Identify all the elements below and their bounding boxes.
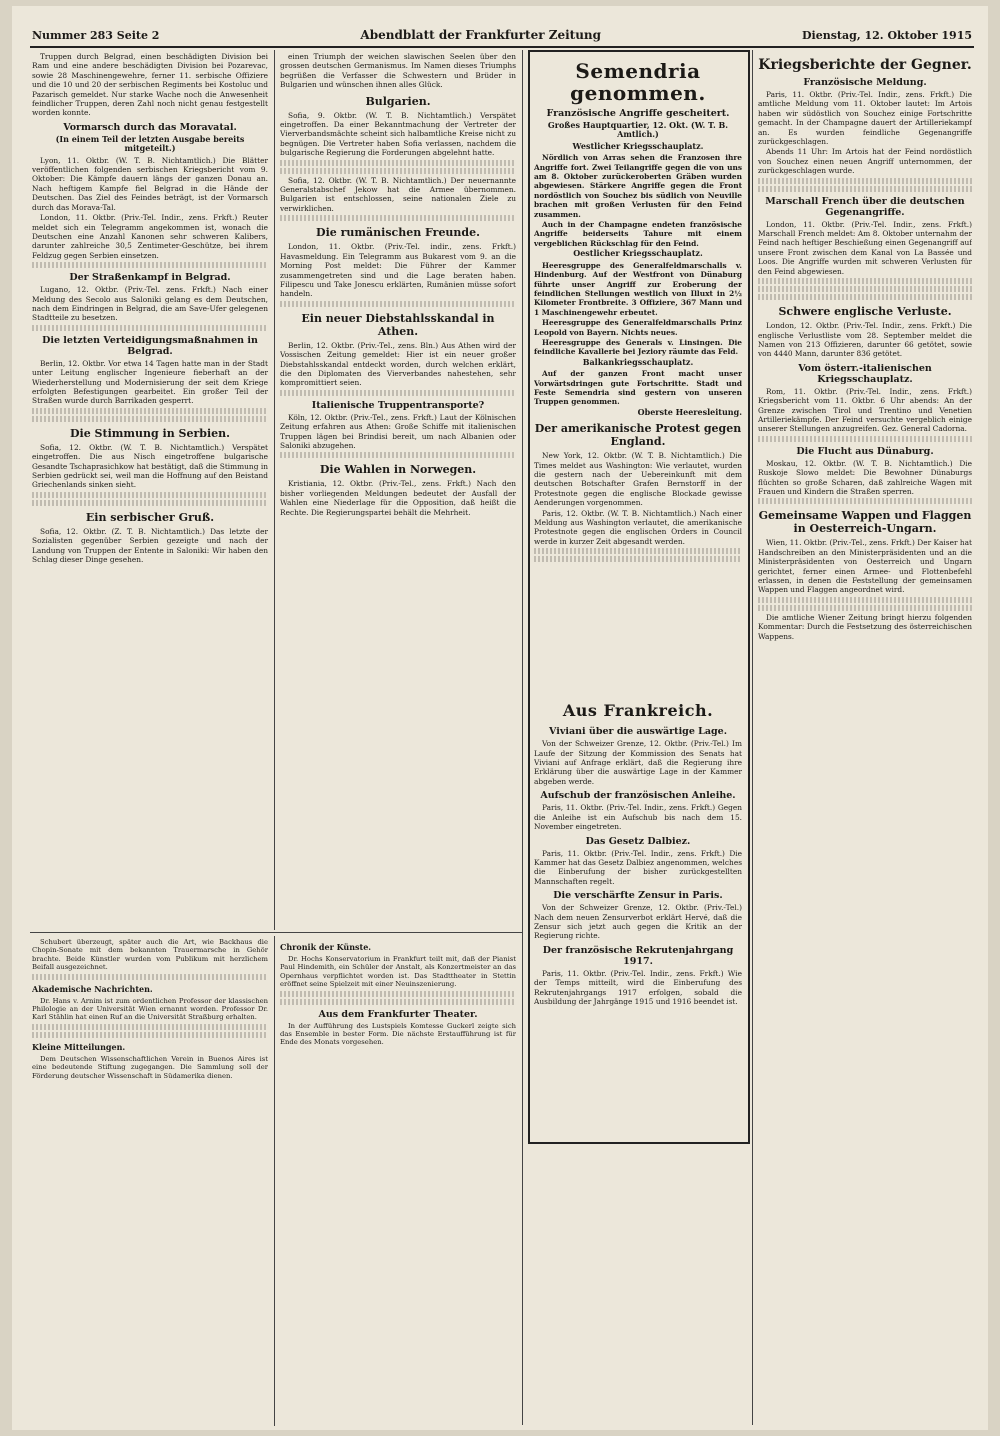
flucht-text: Moskau, 12. Oktbr. (W. T. B. Nichtamtlich.) Die Ruskoje Slowo meldet: Die Bewohner Dünaburgs flüchten so große Scharen, daß zahlreiche Wagen mit Frauen und Kindern die Straßen sperren. xyxy=(758,458,972,496)
masthead-rule xyxy=(30,46,974,48)
zensur-text: Von der Schweizer Grenze, 12. Oktbr. (Priv.-Tel.) Nach dem neuen Zensurverbot erklärt Hervé, daß die Zensur sich jetzt auch gegen die Kritik an der Regierung richte. xyxy=(534,903,742,941)
ost-text: Heeresgruppe des Generalfeldmarschalls v. Hindenburg. Auf der Westfront von Dünaburg führte unser Angriff zur Eroberung der feindlichen Stellungen westlich von Illuxt in 2½ Kilometer Frontbreite. 3 Offiziere, 367 Mann und 1 Maschinengewehr erbeutet. xyxy=(534,260,742,317)
stimmung-text: Sofia, 12. Oktbr. (W. T. B. Nichtamtlich.) Verspätet eingetroffen. Die aus Nisch eingetroffene bulgarische Gesandte Tschaprasichkow hat bestätigt, daß die Stimmung in Serbien gedrückt sei, weil man die Hoffnung auf den Beistand Griechenlands sinken sieht. xyxy=(32,442,268,490)
west-text: Nördlich von Arras sehen die Franzosen ihre Angriffe fort. Zwei Teilangriffe gegen die von uns am 8. Oktober zurückeroberten Gräben wurden abgewiesen. Stärkere Angriffe gegen die Front nordöstlich von Souchez bis südlich von Neuville brachen mit großen Verlusten für den Feind zusammen. xyxy=(534,153,742,219)
headline-semendria: Semendria genommen. xyxy=(570,59,706,105)
feuilleton-rule xyxy=(30,932,522,933)
heading-wappen: Gemeinsame Wappen und Flaggen in Oesterreich-Ungarn. xyxy=(758,509,972,536)
text-filler xyxy=(280,160,516,166)
col1-lead: Truppen durch Belgrad, einen beschädigten Division bei Ram und eine andere beschädigten Division bei Pozarevac, sowie 28 Maschinengewehre, ferner 11. serbische Offiziere und die 10 und 20 der serbischen Regiments bei Kostoluc und Pazarisch gemeldet. Nur starke Wache noch die Anwesenheit feindlicher Truppen, deren Zahl noch nicht genau festgestellt worden konnte. xyxy=(32,52,268,118)
text-filler xyxy=(32,492,268,498)
newspaper-page xyxy=(12,6,988,1430)
column-4 xyxy=(758,52,972,1424)
heading-flucht: Die Flucht aus Dünaburg. xyxy=(796,445,934,457)
text-filler xyxy=(32,500,268,506)
linsingen-text: Heeresgruppe des Generals v. Linsingen. Die feindliche Kavallerie bei Jeziory räumte das Feld. xyxy=(534,337,742,357)
ohl-signature: Oberste Heeresleitung. xyxy=(637,406,742,417)
heading-verteidigung: Die letzten Verteidigungsmaßnahmen in Belgrad. xyxy=(42,334,258,357)
text-filler xyxy=(32,262,268,268)
heading-diebstahl: Ein neuer Diebstahlsskandal in Athen. xyxy=(301,311,495,338)
text-filler xyxy=(280,390,516,396)
balkan-heading: Balkankriegsschauplatz. xyxy=(582,356,694,367)
heading-rekruten: Der französische Rekrutenjahrgang 1917. xyxy=(542,944,734,967)
page-number: Nummer 283 Seite 2 xyxy=(32,29,160,42)
verteidigung-text: Berlin, 12. Oktbr. Vor etwa 14 Tagen hatte man in der Stadt unter Leitung englischer Ingenieure fieberhaft an der Wiederherstellung und Modernisierung der seit dem Kriege erfolgten Befestigungen gearbeitet. Ein großer Teil der Straßen wurde durch Barrikaden gesperrt. xyxy=(32,358,268,406)
paris-protest-text: Paris, 12. Oktbr. (W. T. B. Nichtamtlich.) Nach einer Meldung aus Washington verlautet, die amerikanische Protestnote gegen die englischen Orders in Council werde in kurzer Zeit abgesandt werden. xyxy=(534,508,742,546)
heading-akademische: Akademische Nachrichten. xyxy=(32,983,153,994)
dalbiez-text: Paris, 11. Oktbr. (Priv.-Tel. Indir., zens. Frkft.) Die Kammer hat das Gesetz Dalbiez angenommen, welches die Einberufung der bisher zurückgestellten Mannschaften regelt. xyxy=(534,848,742,886)
kommentar-text: Die amtliche Wiener Zeitung bringt hierzu folgenden Kommentar: Durch die Festsetzung des österreichischen Wappens. xyxy=(758,612,972,641)
text-filler xyxy=(758,597,972,603)
heading-morava: Vormarsch durch das Moravatal. xyxy=(63,121,237,133)
rekruten-text: Paris, 11. Oktbr. (Priv.-Tel. Indir., zens. Frkft.) Wie der Temps mitteilt, wird die Einberufung des Rekrutenjahrgangs 1917 erfolgen, sobald die Ausbildung der Jahrgänge 1915 und 1916 beendet ist. xyxy=(534,968,742,1006)
text-filler xyxy=(758,178,972,184)
column-rule-1 xyxy=(274,50,275,930)
wahlen-text: Kristiania, 12. Oktbr. (Priv.-Tel., zens. Frkft.) Nach den bisher vorliegenden Meldungen bedeutet der Ausfall der Wahlen eine Niederlage für die Opposition, daß heißt die Rechte. Die Regierungspartei behält die Mehrheit. xyxy=(280,479,516,517)
column-2 xyxy=(280,52,516,928)
feuilleton-right xyxy=(280,938,516,1424)
text-filler xyxy=(280,999,516,1005)
heading-transport: Italienische Truppentransporte? xyxy=(311,399,485,411)
text-filler xyxy=(758,498,972,504)
bulgarien-text: Sofia, 9. Oktbr. (W. T. B. Nichtamtlich.) Verspätet eingetroffen. Da einer Bekanntmachung der Vertreter der Vierverbandsmächte scheint sich halbamtliche Kreise nicht zu begnügen. Die Vertreter haben Sofia verlassen, nachdem die bulgarische Regierung die Forderungen abgelehnt hatte. xyxy=(280,110,516,158)
viviani-text: Von der Schweizer Grenze, 12. Oktbr. (Priv.-Tel.) Im Laufe der Sitzung der Kommission des Senats hat Viviani auf Anfrage erklärt, daß die Regierung ihre Erklärung über die auswärtige Lage in der Kammer abgeben werde. xyxy=(534,739,742,786)
heading-fr-meldung: Französische Meldung. xyxy=(803,77,927,88)
text-filler xyxy=(32,974,268,980)
feuilleton-lead: Schubert überzeugt, später auch die Art, wie Backhaus die Chopin-Sonate mit dem bekannten Trauermarsche in Gehör brachte. Beide Künstler wurden vom Publikum mit herzlichem Beifall ausgezeichnet. xyxy=(32,938,268,972)
heading-anleihe: Aufschub der französischen Anleihe. xyxy=(540,790,736,802)
heading-french: Marschall French über die deutschen Gegenangriffe. xyxy=(765,195,965,218)
london-text: London, 11. Oktbr. (Priv.-Tel. Indir., zens. Frkft.) Reuter meldet sich ein Telegramm angekommen ist, wonach die Deutschen eine Anzahl Kanonen sehr schweren Kalibers, darunter zahlreiche 30,5 Zentimeter-Geschütze, bei ihrem Feldzug gegen Serbien einsetzen. xyxy=(32,213,268,260)
heading-protest: Der amerikanische Protest gegen England. xyxy=(534,422,742,449)
heading-italien: Vom österr.-italienischen Kriegsschauplatz. xyxy=(798,362,932,385)
feuilleton-left xyxy=(32,938,268,1424)
heading-bulgarien: Bulgarien. xyxy=(365,94,431,108)
transport-text: Köln, 12. Oktbr. (Priv.-Tel., zens. Frkft.) Laut der Kölnischen Zeitung erfahren aus Athen: Große Schiffe mit italienischen Truppen lägen bei Brindisi bereit, um nach Albanien oder Saloniki abzugehen. xyxy=(280,412,516,450)
heading-strassenkampf: Der Straßenkampf in Belgrad. xyxy=(69,272,231,284)
text-filler xyxy=(758,186,972,192)
text-filler xyxy=(758,286,972,292)
bayern-text: Heeresgruppe des Generalfeldmarschalls Prinz Leopold von Bayern. Nichts neues. xyxy=(534,318,742,337)
text-filler xyxy=(32,1024,268,1030)
sofia-report: Sofia, 12. Oktbr. (W. T. B. Nichtamtlich.) Der neuernannte Generalstabschef Jekow hat die Armee übernommen. Bulgarien ist entschlossen, seine nationalen Ziele zu verwirklichen. xyxy=(280,175,516,213)
anleihe-text: Paris, 11. Oktbr. (Priv.-Tel. Indir., zens. Frkft.) Gegen die Anleihe ist ein Aufschub bis nach dem 15. November eingetreten. xyxy=(534,803,742,832)
text-filler xyxy=(534,548,742,554)
text-filler xyxy=(280,168,516,174)
heading-wahlen: Die Wahlen in Norwegen. xyxy=(319,463,477,477)
abend-text: Abends 11 Uhr: Im Artois hat der Feind nordöstlich von Souchez einen neuen Angriff unternommen, der zurückgeschlagen wurde. xyxy=(758,147,972,176)
heading-dalbiez: Das Gesetz Dalbiez. xyxy=(585,835,691,847)
column-3 xyxy=(534,54,742,1424)
newspaper-title: Abendblatt der Frankfurter Zeitung xyxy=(360,28,602,42)
heading-gruss: Ein serbischer Gruß. xyxy=(85,510,215,524)
column-rule-3 xyxy=(752,50,753,1425)
heading-stimmung: Die Stimmung in Serbien. xyxy=(70,426,230,440)
strassen-text: Lugano, 12. Oktbr. (Priv.-Tel. zens. Frkft.) Nach einer Meldung des Secolo aus Saloniki gelang es dem Deutschen, nach dem Eindringen in Belgrad, die am Save-Ufer gelegenen Stadtteile zu besetzen. xyxy=(32,285,268,323)
masthead xyxy=(32,24,972,42)
heading-frankreich: Aus Frankreich. xyxy=(562,701,714,721)
hq-dateline: Großes Hauptquartier, 12. Okt. (W. T. B. Amtlich.) xyxy=(547,120,729,140)
text-filler xyxy=(32,408,268,414)
text-filler xyxy=(280,301,516,307)
text-filler xyxy=(32,325,268,331)
oestlich-heading: Oestlicher Kriegsschauplatz. xyxy=(573,248,703,259)
text-filler xyxy=(758,294,972,300)
heading-kleine: Kleine Mitteilungen. xyxy=(32,1041,126,1052)
heading-angriffe: Französische Angriffe gescheitert. xyxy=(546,108,730,119)
chronik-text: Dr. Hochs Konservatorium in Frankfurt teilt mit, daß der Pianist Paul Hindemith, ein Schüler der Anstalt, als Konzertmeister an das Opernhaus verpflichtet worden ist. Das Stadttheater in Stettin eröffnet seine Spielzeit mit einer Neuinszenierung. xyxy=(280,955,516,989)
text-filler xyxy=(758,436,972,442)
rumaenien-text: London, 11. Oktbr. (Priv.-Tel. indir., zens. Frkft.) Havasmeldung. Ein Telegramm aus Bukarest vom 9. an die Morning Post meldet: Die Führer der Kammer zusammengetreten sind und die Lage beraten haben. Filipescu und Take Jonescu erklärten, Rumänien müsse sofort handeln. xyxy=(280,242,516,299)
heading-viviani: Viviani über die auswärtige Lage. xyxy=(549,726,727,738)
diebstahl-text: Berlin, 12. Oktbr. (Priv.-Tel., zens. Bln.) Aus Athen wird der Vossischen Zeitung gemeldet: Hier ist ein neuer großer Diebstahlsskandal entdeckt worden, durch welchen erklärt, die den Diplomaten des Vierverbandes nahestehen, sehr kompromittiert seien. xyxy=(280,340,516,388)
westlich-heading: Westlicher Kriegsschauplatz. xyxy=(572,140,704,151)
fr-text: Paris, 11. Oktbr. (Priv.-Tel. Indir., zens. Frkft.) Die amtliche Meldung vom 11. Oktober lautet: Im Artois haben wir südöstlich von Souchez einige Fortschritte gemacht. In der Champagne dauert der Artilleriekampf an. Es wurden feindliche Gegenangriffe zurückgeschlagen. xyxy=(758,90,972,147)
balkan-text: Auf der ganzen Front macht unser Vorwärtsdringen gute Fortschritte. Stadt und Feste Semendria sind gestern von unseren Truppen genommen. xyxy=(534,369,742,407)
column-rule-2 xyxy=(522,50,523,1425)
heading-rumaenien: Die rumänischen Freunde. xyxy=(316,226,480,240)
french-text: London, 11. Oktbr. (Priv.-Tel. Indir., zens. Frkft.) Marschall French meldet: Am 8. Oktober unternahm der Feind nach heftiger Beschießung einen Gegenangriff auf unsere Front zwischen dem Kanal von La Bassée und Loos. Die Angriffe wurden mit schweren Verlusten für den Feind abgewiesen. xyxy=(758,219,972,276)
col2-lead: einen Triumph der weichen slawischen Seelen über den grossen deutschen Germanismus. Im Namen dieses Triumphs begrüßen die Verfasser die Schwestern und Brüder in Bulgarien und wünschen ihnen alles Glück. xyxy=(280,52,516,90)
text-filler xyxy=(758,278,972,284)
feuilleton-column-rule xyxy=(274,936,275,1426)
morava-note: (In einem Teil der letzten Ausgabe bereits mitgeteilt.) xyxy=(55,133,245,154)
text-filler xyxy=(758,605,972,611)
theater-text: In der Aufführung des Lustspiels Komtesse Guckerl zeigte sich das Ensemble in bester Form. Die nächste Erstaufführung ist für Ende des Monats vorgesehen. xyxy=(280,1021,516,1047)
column-1 xyxy=(32,52,268,928)
text-filler xyxy=(32,1032,268,1038)
kleine-text: Dem Deutschen Wissenschaftlichen Verein in Buenos Aires ist eine bedeutende Stiftung zugegangen. Die Sammlung soll der Förderung deutscher Wissenschaft in Südamerika dienen. xyxy=(32,1054,268,1080)
protest-text: New York, 12. Oktbr. (W. T. B. Nichtamtlich.) Die Times meldet aus Washington: Wie verlautet, wurden die gestern nach der Uebereinkunft mit dem deutschen Botschafter Grafen Bernstorff in der Protestnote gegen die englische Blockade gewisse Aenderungen vorgenommen. xyxy=(534,451,742,508)
heading-theater: Aus dem Frankfurter Theater. xyxy=(318,1008,478,1020)
akademische-text: Dr. Hans v. Arnim ist zum ordentlichen Professor der klassischen Philologie an der Universität Wien ernannt worden. Professor Dr. Karl Stählin hat einen Ruf an die Universität Straßburg erhalten. xyxy=(32,996,268,1022)
text-filler xyxy=(280,991,516,997)
verluste-text: London, 12. Oktbr. (Priv.-Tel. Indir., zens. Frkft.) Die englische Verlustliste vom 28. September meldet die Namen von 213 Offizieren, darunter 66 getötet, sowie von 4440 Mann, darunter 836 getötet. xyxy=(758,321,972,359)
italien-text: Rom, 11. Oktbr. (Priv.-Tel. Indir., zens. Frkft.) Kriegsbericht vom 11. Oktbr. 6 Uhr abends: An der Grenze zwischen Tirol und Trentino und Venetien Artilleriekämpfe. Der Feind versuchte vergeblich einige unserer Stellungen anzugreifen. Gez. General Cadorna. xyxy=(758,386,972,434)
heading-chronik: Chronik der Künste. xyxy=(280,942,372,952)
issue-date: Dienstag, 12. Oktober 1915 xyxy=(802,29,972,42)
text-filler xyxy=(280,215,516,221)
text-filler xyxy=(534,556,742,562)
text-filler xyxy=(280,452,516,458)
heading-kriegsberichte: Kriegsberichte der Gegner. xyxy=(758,57,972,73)
heading-verluste: Schwere englische Verluste. xyxy=(778,305,952,319)
text-filler xyxy=(32,416,268,422)
wappen-text: Wien, 11. Oktbr. (Priv.-Tel., zens. Frkft.) Der Kaiser hat Handschreiben an den Ministerpräsidenten und an die Ministerpräsidenten von Oesterreich und Ungarn gerichtet, ferner einen Armee- und Flottenbefehl erlassen, in denen die Feststellung der gemeinsamen Wappen und Flaggen angeordnet wird. xyxy=(758,538,972,595)
gruss-text: Sofia, 12. Oktbr. (Z. T. B. Nichtamtlich.) Das letzte der Sozialisten gegenüber Serbien gezeigte und nach der Landung von Truppen der Entente in Saloniki: Wir haben den Schlag dieser Dinge gesehen. xyxy=(32,526,268,565)
morava-text: Lyon, 11. Oktbr. (W. T. B. Nichtamtlich.) Die Blätter veröffentlichen folgenden serbischen Kriegsbericht vom 9. Oktober: Die Kämpfe dauern längs der ganzen Donau an. Nach heftigem Kampfe fiel Belgrad in die Hände der Deutschen. Das Ziel des Feindes beträgt, ist der Vormarsch durch das Morava-Tal. xyxy=(32,155,268,212)
heading-zensur: Die verschärfte Zensur in Paris. xyxy=(553,890,723,902)
champagne-text: Auch in der Champagne endeten französische Angriffe beiderseits Tahure mit einem vergeblichen Rückschlag für den Feind. xyxy=(534,220,742,248)
